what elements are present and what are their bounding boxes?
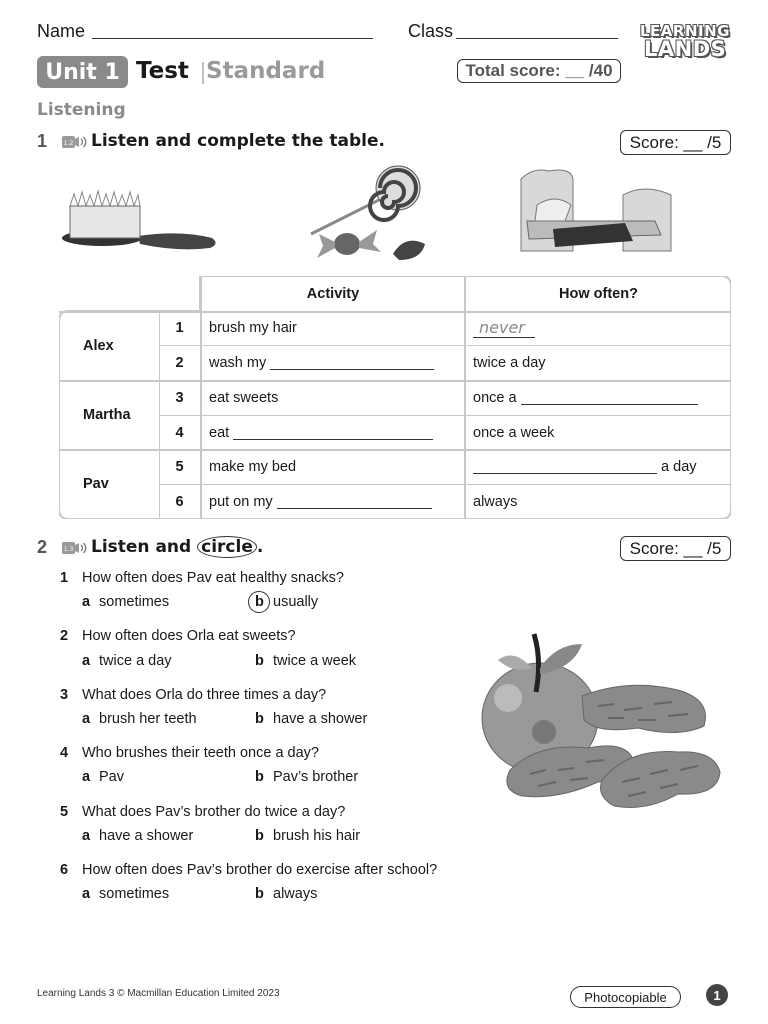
option-a-letter[interactable]: a [82,711,91,727]
learning-lands-logo [639,22,731,62]
audio-track-icon[interactable] [61,540,89,556]
bed-illustration [515,165,675,253]
option-a-letter[interactable]: a [82,769,91,785]
option-b-text[interactable]: always [273,886,318,902]
option-b-letter[interactable]: b [255,886,264,902]
unit-badge: Unit 1 [37,56,128,88]
option-b-text[interactable]: usually [273,594,319,610]
activity-cell [209,381,459,415]
often-text: twice a day [473,355,546,371]
question-number: 5 [60,804,69,820]
question-text: How often does Pav’s brother do exercise after school? [82,862,438,878]
activity-cell [209,485,459,519]
often-cell [473,381,723,415]
option-b-letter[interactable]: b [255,828,264,844]
option-a-text[interactable]: brush her teeth [99,711,197,727]
often-text: always [473,494,518,510]
question-text: What does Orla do three times a day? [82,687,327,703]
q2-title-circled: circle [197,536,257,558]
answer-blank[interactable] [521,391,698,405]
option-b-text[interactable]: brush his hair [273,828,361,844]
question-text: How often does Pav eat healthy snacks? [82,570,344,586]
audio-track-number: 1.2 [63,140,74,147]
row-number: 2 [175,355,184,371]
often-text: once a [473,390,517,406]
activity-cell [209,311,459,345]
question-number: 6 [60,862,69,878]
often-cell [473,450,723,484]
activity-cell [209,450,459,484]
copyright-text: Learning Lands 3 © Macmillan Education Limited 2023 [37,988,280,999]
often-cell [473,311,723,345]
logo-line-2: LANDS [644,37,727,61]
option-a-text[interactable]: have a shower [99,828,194,844]
header-how-often: How often? [559,285,638,302]
option-b-letter[interactable]: b [255,594,264,610]
answer-blank[interactable] [473,460,657,474]
q1-score-box: Score: __ /5 [620,130,731,155]
audio-track-icon[interactable] [61,134,89,150]
audio-track-number: 1.3 [63,546,74,553]
activity-text: make my bed [209,459,297,475]
activity-table [59,276,731,519]
option-a-letter[interactable]: a [82,828,91,844]
q2-title-pre: Listen and [91,537,192,557]
class-label: Class [408,21,454,41]
option-b-letter[interactable]: b [255,711,264,727]
question-number: 2 [60,628,69,644]
answer-blank[interactable] [233,426,433,440]
q2-number: 2 [37,537,48,557]
option-b-text[interactable]: Pav’s brother [273,769,359,785]
test-title: Test [136,58,189,84]
total-score-box: Total score: __ /40 [457,59,621,83]
activity-text: put on my [209,494,273,510]
option-b-text[interactable]: twice a week [273,653,357,669]
hairbrush-illustration [60,186,220,254]
q2-score-box: Score: __ /5 [620,536,731,561]
option-a-letter[interactable]: a [82,886,91,902]
name-line[interactable] [92,38,373,39]
activity-cell [209,346,459,380]
apple-peanuts-illustration [478,630,728,815]
question-text: What does Pav’s brother do twice a day? [82,804,346,820]
activity-text: wash my [209,355,267,371]
activity-cell [209,416,459,450]
logo-line-1: LEARNING [640,22,730,40]
activity-text: brush my hair [209,320,297,336]
q2-title-post: . [256,537,264,557]
question-number: 1 [60,570,69,586]
person-name: Martha [83,406,131,423]
q2-title [91,537,263,557]
option-b-letter[interactable]: b [255,769,264,785]
section-label: Listening [37,100,126,120]
option-a-letter[interactable]: a [82,653,91,669]
row-number: 1 [175,320,184,336]
activity-text: eat sweets [209,390,279,406]
question-number: 4 [60,745,69,761]
page-number: 1 [706,984,728,1006]
q1-title: Listen and complete the table. [91,131,385,151]
often-cell [473,416,723,450]
answer-blank[interactable] [270,356,434,370]
often-cell [473,485,723,519]
option-b-text[interactable]: have a shower [273,711,368,727]
row-number: 6 [175,494,184,510]
often-text: a day [661,459,697,475]
question-text: How often does Orla eat sweets? [82,628,296,644]
option-a-text[interactable]: twice a day [99,653,172,669]
option-a-letter[interactable]: a [82,594,91,610]
option-a-text[interactable]: sometimes [99,886,170,902]
row-number: 4 [175,425,184,441]
title-separator: | [200,58,206,84]
often-cell [473,346,723,380]
person-name: Pav [83,476,109,492]
often-text: once a week [473,425,555,441]
option-a-text[interactable]: Pav [99,769,124,785]
test-level: Standard [206,58,326,84]
name-label: Name [37,21,86,41]
person-name: Alex [83,337,114,354]
option-a-text[interactable]: sometimes [99,594,170,610]
question-number: 3 [60,687,69,703]
header-activity: Activity [306,285,360,302]
q1-number: 1 [37,131,48,151]
class-line[interactable] [456,38,618,39]
activity-text: eat [209,425,230,441]
example-answer: never [473,318,535,338]
photocopiable-badge: Photocopiable [570,986,681,1008]
option-b-letter[interactable]: b [255,653,264,669]
answer-blank[interactable] [277,495,432,509]
row-number: 5 [175,459,184,475]
sweets-illustration [305,164,435,270]
row-number: 3 [175,390,184,406]
question-text: Who brushes their teeth once a day? [82,745,319,761]
